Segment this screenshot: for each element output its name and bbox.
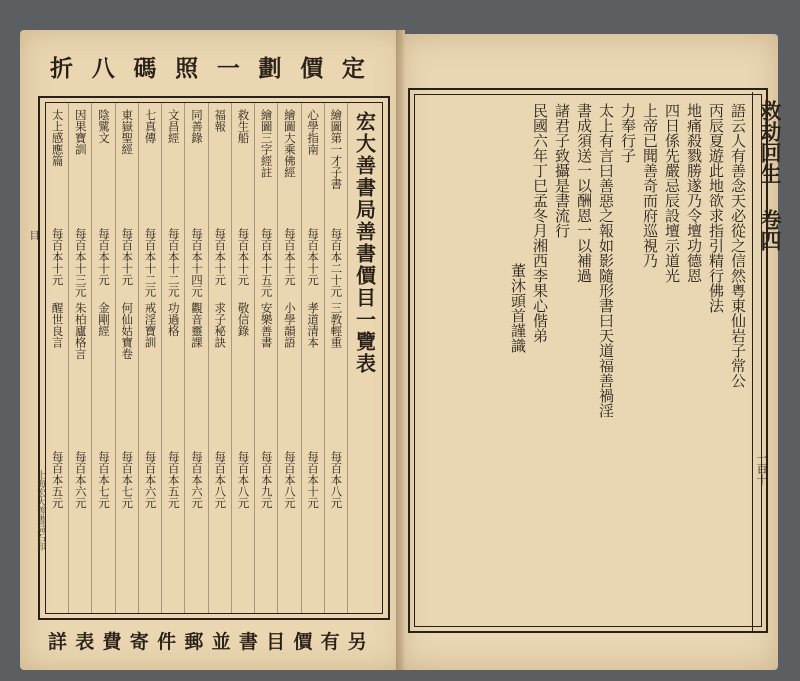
book-price: 每百本十二元	[166, 228, 181, 297]
book-title: 朱柏廬格言	[73, 302, 88, 360]
book-column	[116, 103, 139, 613]
book-title: 太上感應篇	[50, 109, 65, 167]
book-price: 每百本十元	[306, 451, 321, 509]
book-title: 求子秘訣	[213, 302, 228, 348]
book-title: 安樂善書	[259, 302, 274, 348]
preface-column: 諸君子致攝是書流行	[553, 103, 571, 238]
book-column	[139, 103, 162, 613]
bottom-banner-char: 件	[157, 630, 177, 653]
book-title: 東嶽聖經	[120, 109, 135, 155]
preface-column: 語云人有善念天必從之信然粤東仙岩子常公	[729, 103, 747, 388]
preface-column: 書成須送一以酬恩一以補過	[575, 103, 593, 283]
catalog-title-column	[348, 103, 382, 613]
price-banner-bottom	[30, 622, 385, 658]
book-price: 每百本八元	[329, 451, 344, 509]
top-banner-char: 定	[341, 54, 365, 82]
book-column	[232, 103, 255, 613]
book-price: 每百本十元	[306, 228, 321, 286]
book-price: 每百本十元	[236, 228, 251, 286]
bottom-banner-char: 寄	[129, 630, 149, 653]
book-title: 福報	[213, 109, 228, 132]
bottom-banner-char: 詳	[48, 630, 68, 653]
top-banner-char: 一	[216, 54, 240, 82]
bottom-banner-char: 並	[211, 630, 231, 653]
book-column	[92, 103, 115, 613]
book-title: 金剛經	[97, 302, 112, 337]
book-title: 七真傳	[143, 109, 158, 144]
margin-strip	[752, 92, 783, 632]
book-title: 同善錄	[189, 109, 204, 144]
book-price: 每百本六元	[73, 451, 88, 509]
book-price: 每百本七元	[97, 451, 112, 509]
top-banner-char: 八	[91, 54, 115, 82]
book-price: 每百本十二元	[143, 228, 158, 297]
preface-column: 上帝已聞善奇而府巡視乃	[641, 103, 659, 268]
book-column	[185, 103, 208, 613]
bottom-banner-char: 費	[102, 630, 122, 653]
book-column	[209, 103, 232, 613]
book-price: 每百本十四元	[189, 228, 204, 297]
book-price: 每百本十元	[282, 228, 297, 286]
book-price: 每百本六元	[189, 451, 204, 509]
book-column	[302, 103, 325, 613]
book-title: 小學韻語	[282, 302, 297, 348]
preface-frame	[408, 88, 768, 633]
bottom-banner-char: 表	[75, 630, 95, 653]
book-column	[255, 103, 278, 613]
book-title: 敬信錄	[236, 302, 251, 337]
book-title: 文昌經	[166, 109, 181, 144]
bottom-banner-char: 郵	[184, 630, 204, 653]
page-folio: 一百十	[755, 452, 768, 485]
book-price: 每百本八元	[213, 451, 228, 509]
book-title: 醒世良言	[50, 302, 65, 348]
book-column	[278, 103, 301, 613]
book-column	[162, 103, 185, 613]
top-banner-char: 照	[175, 54, 199, 82]
book-title: 因果寶訓	[73, 109, 88, 155]
preface-column: 四日係先嚴忌辰設壇示道光	[663, 103, 681, 283]
book-price: 每百本十五元	[259, 228, 274, 297]
book-title: 救生船	[236, 109, 251, 144]
book-price: 每百本十三元	[73, 228, 88, 297]
book-title: 繪圖第一才子書	[329, 109, 344, 190]
catalog-table	[45, 102, 383, 614]
book-title: 心學指南	[306, 109, 321, 155]
book-price: 每百本十元	[213, 228, 228, 286]
book-column	[69, 103, 92, 613]
book-price: 每百本十元	[120, 228, 135, 286]
book-title: 戒淫寶訓	[143, 302, 158, 348]
preface-signature: 董沐頭首謹識	[509, 263, 527, 353]
book-price: 每百本二十元	[329, 228, 344, 297]
bottom-banner-char: 目	[266, 630, 286, 653]
book-price: 每百本八元	[236, 451, 251, 509]
catalog-title: 宏大善書局善書價目一覽表	[352, 111, 377, 375]
book-price: 每百本八元	[282, 451, 297, 509]
book-column	[325, 103, 348, 613]
top-banner-char: 劃	[258, 54, 282, 82]
top-banner-char: 價	[300, 54, 324, 82]
page-marker: 目	[27, 230, 38, 240]
book-title: 三教輕重	[329, 302, 344, 348]
margin-title: 救劫回生 卷四	[758, 100, 783, 251]
bottom-banner-char: 有	[320, 630, 340, 653]
publisher-stamp: 上海宏大善書局石印	[35, 470, 45, 551]
preface-column: 力奉行子	[619, 103, 637, 163]
book-title: 功過格	[166, 302, 181, 337]
bottom-banner-char: 另	[347, 630, 367, 653]
book-price: 每百本五元	[166, 451, 181, 509]
book-price: 每百本十元	[50, 228, 65, 286]
book-price: 每百本七元	[120, 451, 135, 509]
book-price: 每百本九元	[259, 451, 274, 509]
preface-text	[509, 103, 747, 623]
bottom-banner-char: 書	[238, 630, 258, 653]
book-price: 每百本六元	[143, 451, 158, 509]
book-title: 孝道清本	[306, 302, 321, 348]
catalog-frame	[38, 96, 390, 620]
book-title: 繪圖大乘佛經	[282, 109, 297, 178]
book-title: 陰騭文	[97, 109, 112, 144]
preface-column: 丙辰夏遊此地欲求指引精行佛法	[707, 103, 725, 313]
book-title: 繪圖三字經註	[259, 109, 274, 178]
preface-column: 民國六年丁巳孟冬月湘西李果心偕弟	[531, 103, 549, 343]
top-banner-char: 碼	[133, 54, 157, 82]
preface-column: 太上有言曰善惡之報如影隨形書曰天道福善禍淫	[597, 103, 615, 418]
top-banner-char: 折	[50, 54, 73, 82]
book-column	[46, 103, 69, 613]
book-price: 每百本五元	[50, 451, 65, 509]
book-price: 每百本十元	[97, 228, 112, 286]
book-title: 何仙姑寶卷	[120, 302, 135, 360]
bottom-banner-char: 價	[293, 630, 313, 653]
preface-inner-border	[414, 94, 762, 627]
price-banner-top	[30, 44, 385, 88]
preface-column: 地痛殺戮勝遂乃令壇功德恩	[685, 103, 703, 283]
book-title: 觀音靈課	[189, 302, 204, 348]
